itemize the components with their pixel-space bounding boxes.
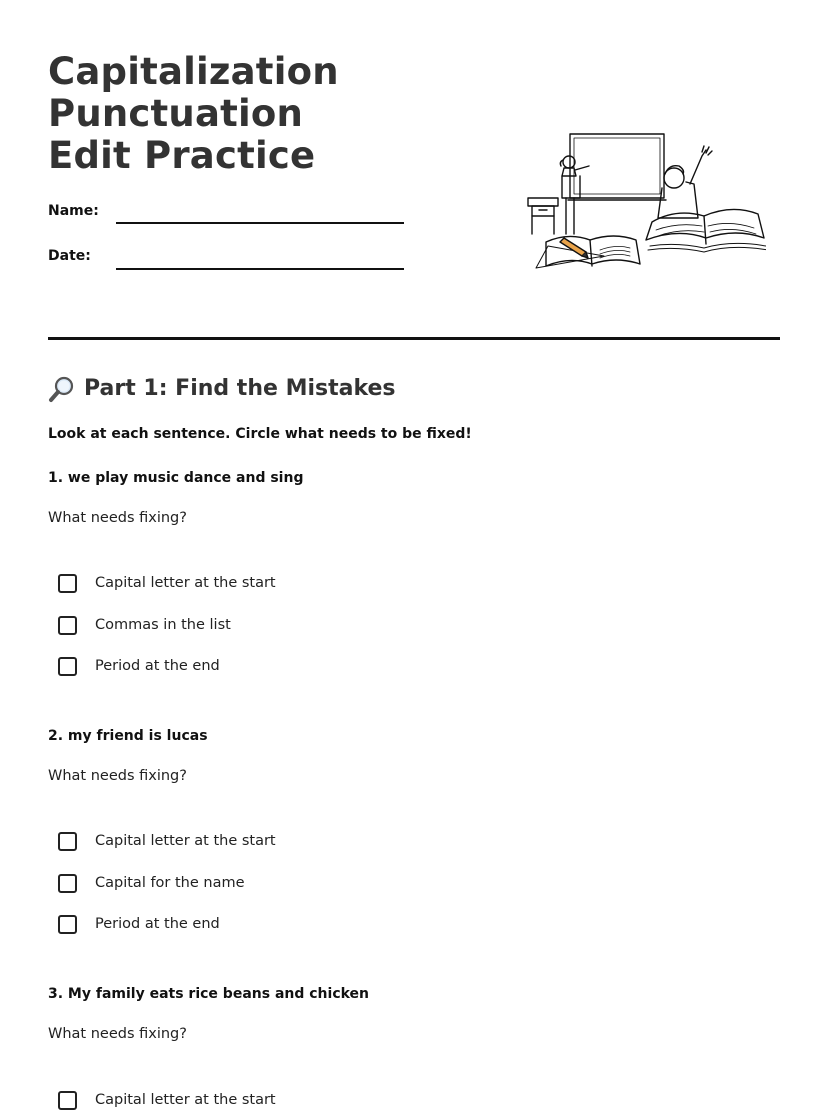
question-1-prompt: What needs fixing?: [48, 510, 187, 526]
classroom-illustration: [524, 126, 766, 274]
checkbox[interactable]: [58, 574, 77, 593]
checkbox[interactable]: [58, 657, 77, 676]
option-label: Period at the end: [95, 658, 220, 674]
question-2-option-1[interactable]: [58, 830, 276, 852]
part1-heading: [48, 374, 396, 404]
question-3-option-1[interactable]: [58, 1089, 276, 1111]
checkbox[interactable]: [58, 616, 77, 635]
question-1-option-3[interactable]: [58, 655, 220, 677]
option-label: Commas in the list: [95, 617, 231, 633]
question-3-prompt: What needs fixing?: [48, 1026, 187, 1042]
date-label: Date:: [48, 248, 91, 264]
checkbox[interactable]: [58, 915, 77, 934]
checkbox[interactable]: [58, 832, 77, 851]
checkbox[interactable]: [58, 1091, 77, 1110]
option-label: Period at the end: [95, 916, 220, 932]
name-label: Name:: [48, 203, 99, 219]
question-2-prompt: What needs fixing?: [48, 768, 187, 784]
date-input-line[interactable]: [116, 268, 404, 270]
option-label: Capital for the name: [95, 875, 245, 891]
option-label: Capital letter at the start: [95, 575, 276, 591]
name-input-line[interactable]: [116, 222, 404, 224]
section-divider: [48, 337, 780, 340]
part1-heading-text: Part 1: Find the Mistakes: [84, 376, 396, 401]
question-1-option-2[interactable]: [58, 614, 231, 636]
question-1-option-1[interactable]: [58, 572, 276, 594]
magnifying-glass-icon: [48, 375, 78, 403]
part1-instructions: Look at each sentence. Circle what needs to be fixed!: [48, 426, 472, 442]
question-2-option-3[interactable]: [58, 913, 220, 935]
question-2-option-2[interactable]: [58, 872, 245, 894]
question-3-title: 3. My family eats rice beans and chicken: [48, 986, 370, 1002]
option-label: Capital letter at the start: [95, 1092, 276, 1108]
question-2-title: 2. my friend is lucas: [48, 728, 208, 744]
option-label: Capital letter at the start: [95, 833, 276, 849]
worksheet-title: Capitalization Punctuation Edit Practice: [48, 50, 339, 177]
question-1-title: 1. we play music dance and sing: [48, 470, 304, 486]
checkbox[interactable]: [58, 874, 77, 893]
